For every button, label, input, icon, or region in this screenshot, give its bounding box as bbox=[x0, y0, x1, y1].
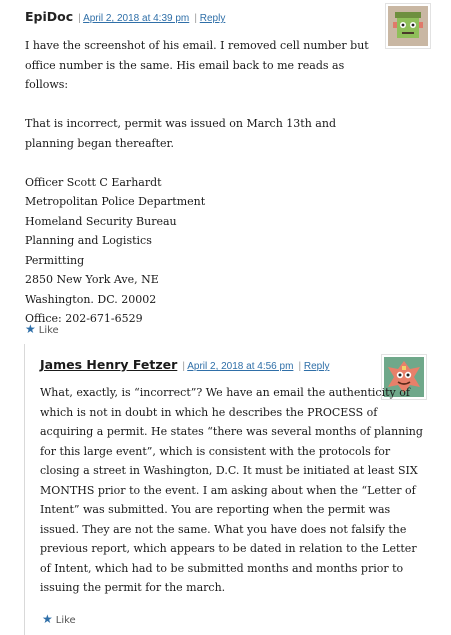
comment-author[interactable]: EpiDoc bbox=[25, 9, 74, 24]
comment-meta: James Henry Fetzer | April 2, 2018 at 4:56 pm | Reply bbox=[40, 357, 330, 372]
comment-body bbox=[25, 36, 375, 329]
comment-paragraph: That is incorrect, permit was issued on March 13th and planning began thereafter. bbox=[25, 117, 336, 150]
comment-reply bbox=[24, 344, 451, 635]
star-icon: ★ bbox=[42, 612, 53, 626]
like-button[interactable] bbox=[42, 612, 76, 626]
avatar[interactable] bbox=[385, 3, 431, 49]
star-icon: ★ bbox=[25, 322, 36, 336]
comment-body bbox=[40, 383, 425, 598]
comment-paragraph: I have the screenshot of his email. I removed cell number but office number is the same. His email back to me reads as follows: bbox=[25, 39, 369, 91]
comment-meta: EpiDoc | April 2, 2018 at 4:39 pm | Reply bbox=[25, 9, 226, 24]
signature-block bbox=[25, 173, 375, 329]
reply-link[interactable]: Reply bbox=[303, 361, 330, 372]
signature-line: Homeland Security Bureau bbox=[25, 214, 177, 228]
signature-line: Washington. DC. 20002 bbox=[25, 292, 157, 306]
signature-line: Office: 202-671-6529 bbox=[25, 312, 143, 325]
like-label: Like bbox=[55, 615, 76, 626]
signature-line: Officer Scott C Earhardt bbox=[25, 175, 162, 189]
comment-author[interactable]: James Henry Fetzer bbox=[40, 357, 178, 372]
comment-date-link[interactable]: April 2, 2018 at 4:39 pm bbox=[83, 13, 190, 24]
comment-paragraph: What, exactly, is “incorrect”? We have an email the authenticity of which is not in doubt in which he describes the PROCESS of acquiring a permit. He states “there was several months of planning for this large event”, which is consistent with the protocols for closing a street in Washington, D.C. It must be initiated at least SIX MONTHS prior to the event. I am asking about when the “Letter of Intent” was submitted. You are reporting when the permit was issued. They are not the same. What you have does not falsify the previous report, which appears to be dated in relation to the Letter of Intent, which had to be submitted months and months prior to issuing the permit for the march. bbox=[40, 386, 423, 594]
signature-line: Metropolitan Police Department bbox=[25, 195, 206, 208]
comment-date-link[interactable]: April 2, 2018 at 4:56 pm bbox=[187, 361, 294, 372]
signature-line: Permitting bbox=[25, 253, 85, 267]
like-button[interactable] bbox=[25, 322, 59, 336]
signature-line: Planning and Logistics bbox=[25, 234, 152, 247]
like-label: Like bbox=[38, 325, 59, 336]
reply-link[interactable]: Reply bbox=[199, 13, 226, 24]
signature-line: 2850 New York Ave, NE bbox=[25, 273, 159, 286]
robot-avatar-icon bbox=[388, 6, 428, 46]
